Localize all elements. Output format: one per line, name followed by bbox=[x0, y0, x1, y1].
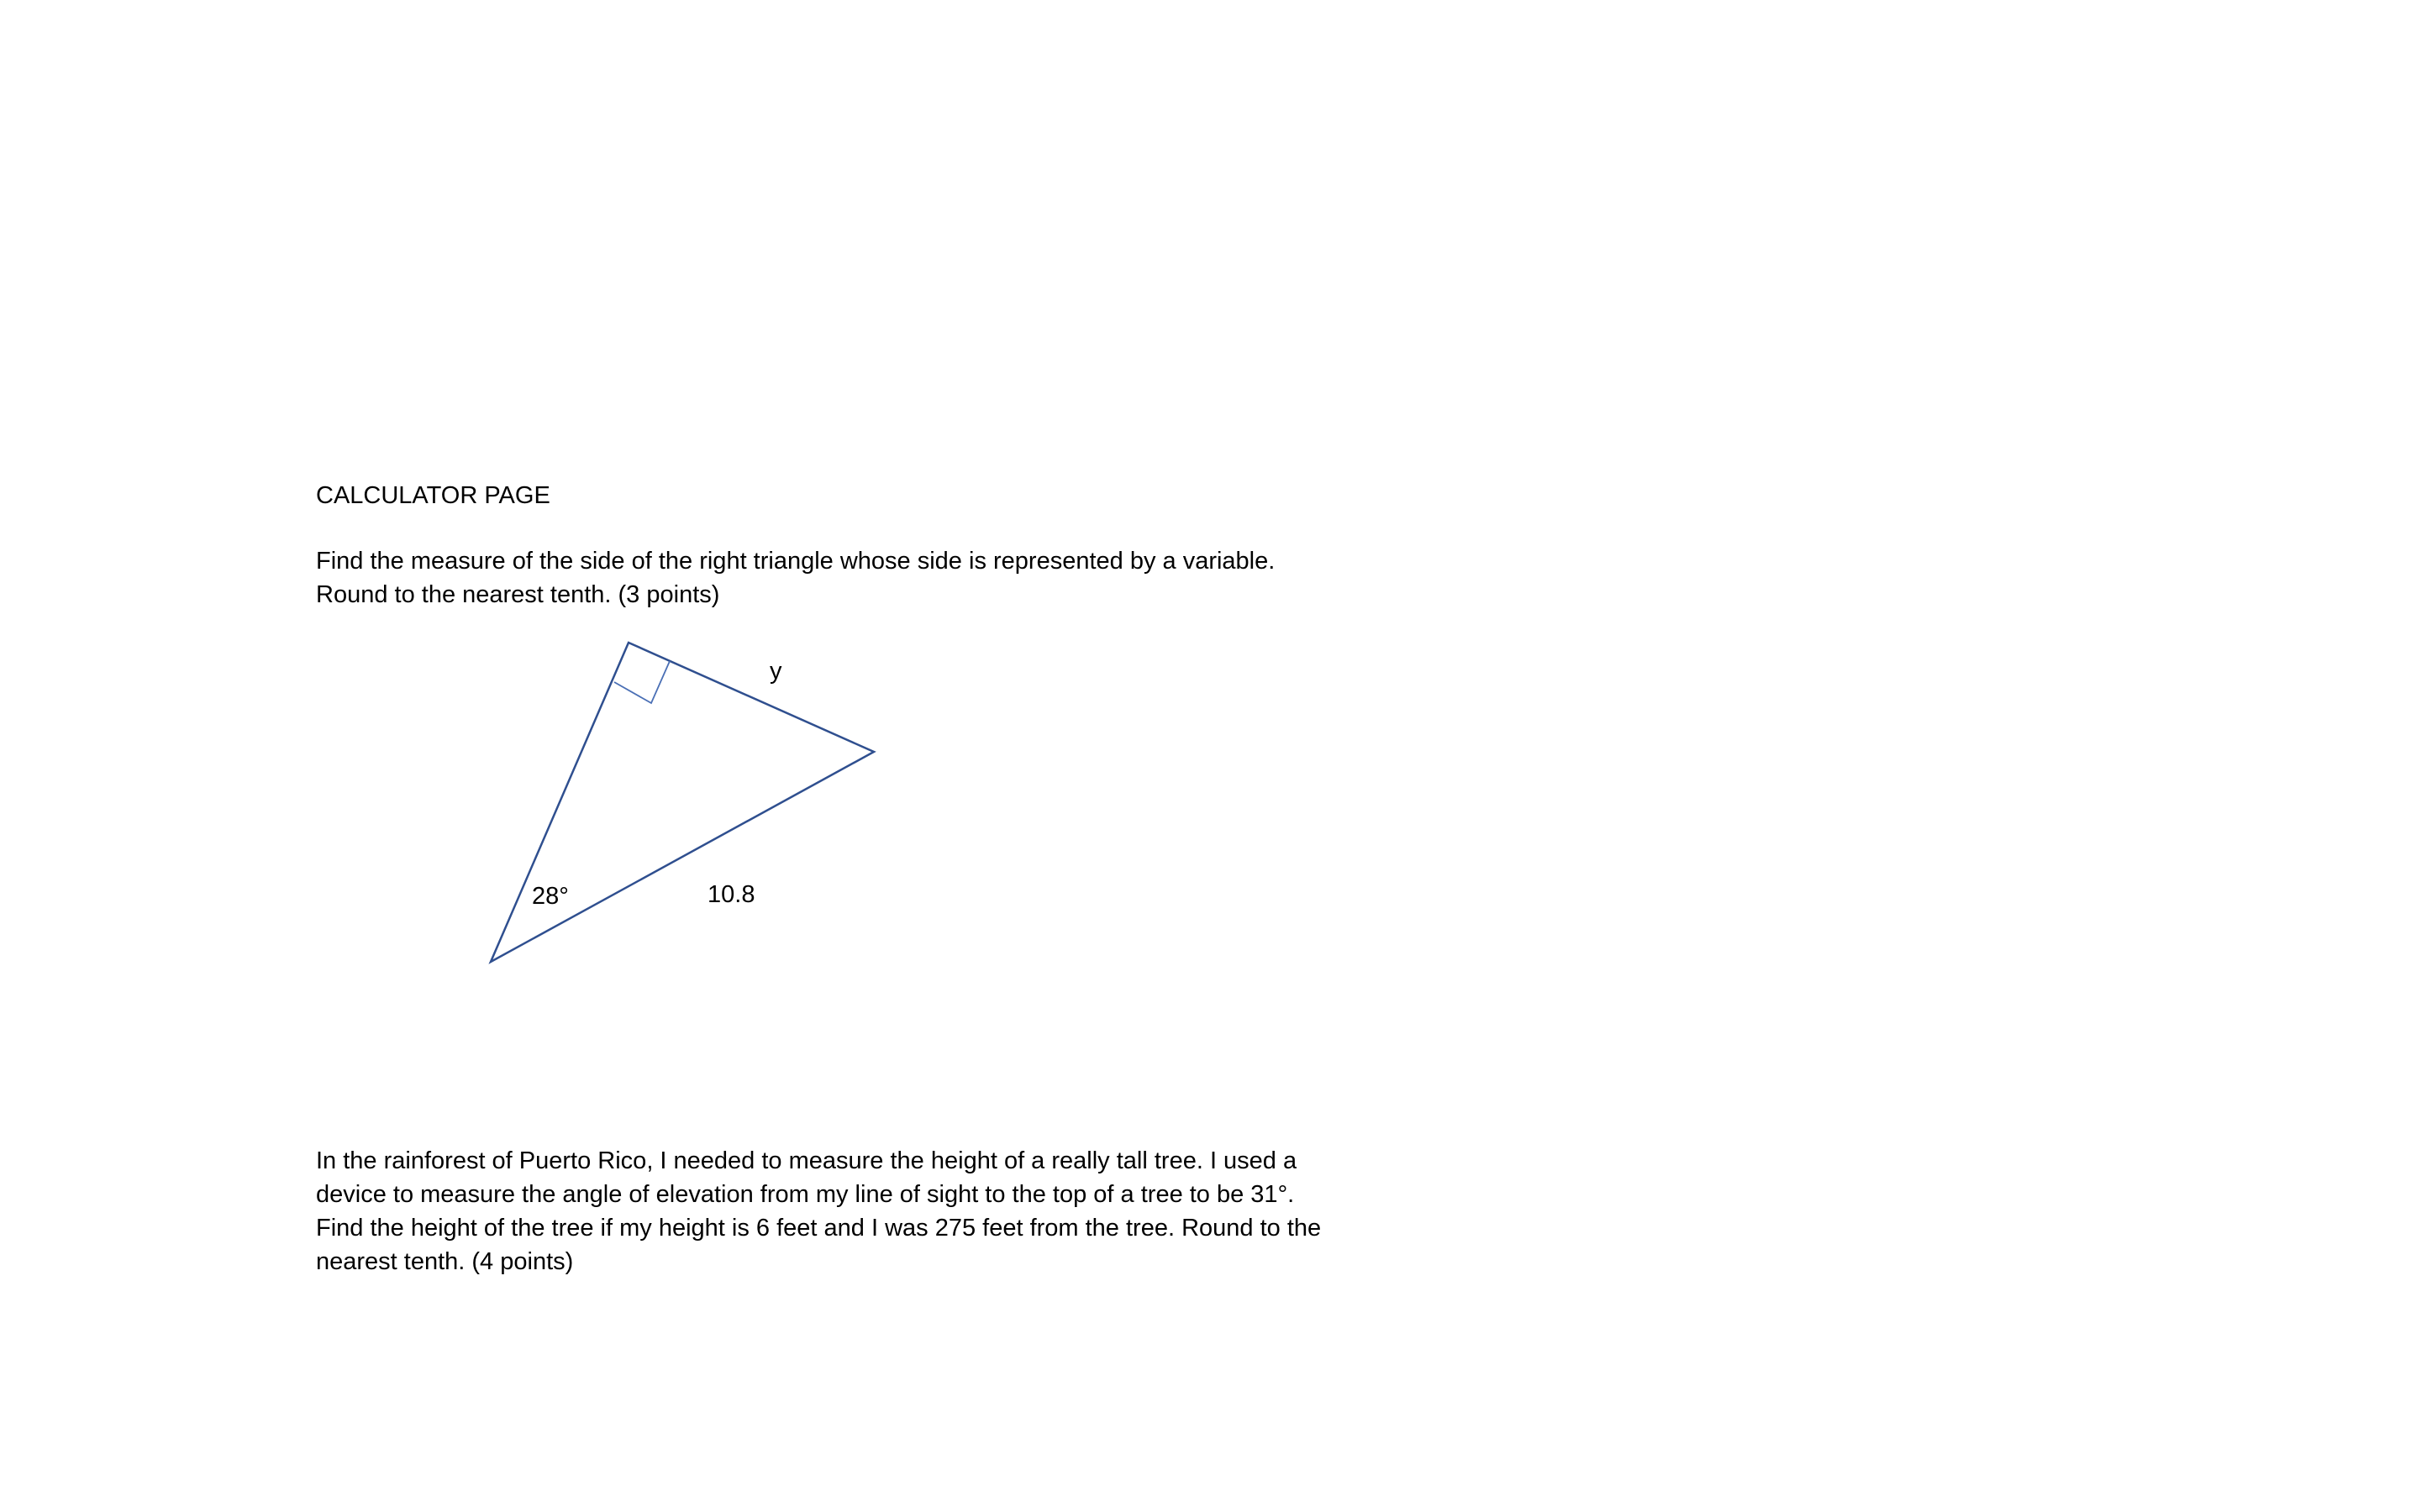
side-label-y: y bbox=[770, 658, 782, 685]
hypotenuse-label: 10.8 bbox=[708, 881, 755, 908]
triangle-outline bbox=[491, 643, 874, 962]
question-1-text-line-1: Find the measure of the side of the right triangle whose side is represented by a variable. bbox=[316, 548, 1276, 575]
question-2-text-line-1: In the rainforest of Puerto Rico, I needed to measure the height of a really tall tree. I used a bbox=[316, 1147, 1297, 1174]
question-1-text-line-2: Round to the nearest tenth. (3 points) bbox=[316, 581, 720, 608]
right-angle-marker bbox=[614, 661, 670, 703]
question-2-text-line-3: Find the height of the tree if my height is 6 feet and I was 275 feet from the tree. Round to the bbox=[316, 1215, 1322, 1242]
angle-label: 28° bbox=[532, 883, 569, 910]
question-2-text-line-4: nearest tenth. (4 points) bbox=[316, 1248, 574, 1275]
question-2-text-line-2: device to measure the angle of elevation from my line of sight to the top of a tree to be 31°. bbox=[316, 1181, 1295, 1208]
page-heading: CALCULATOR PAGE bbox=[316, 482, 550, 509]
